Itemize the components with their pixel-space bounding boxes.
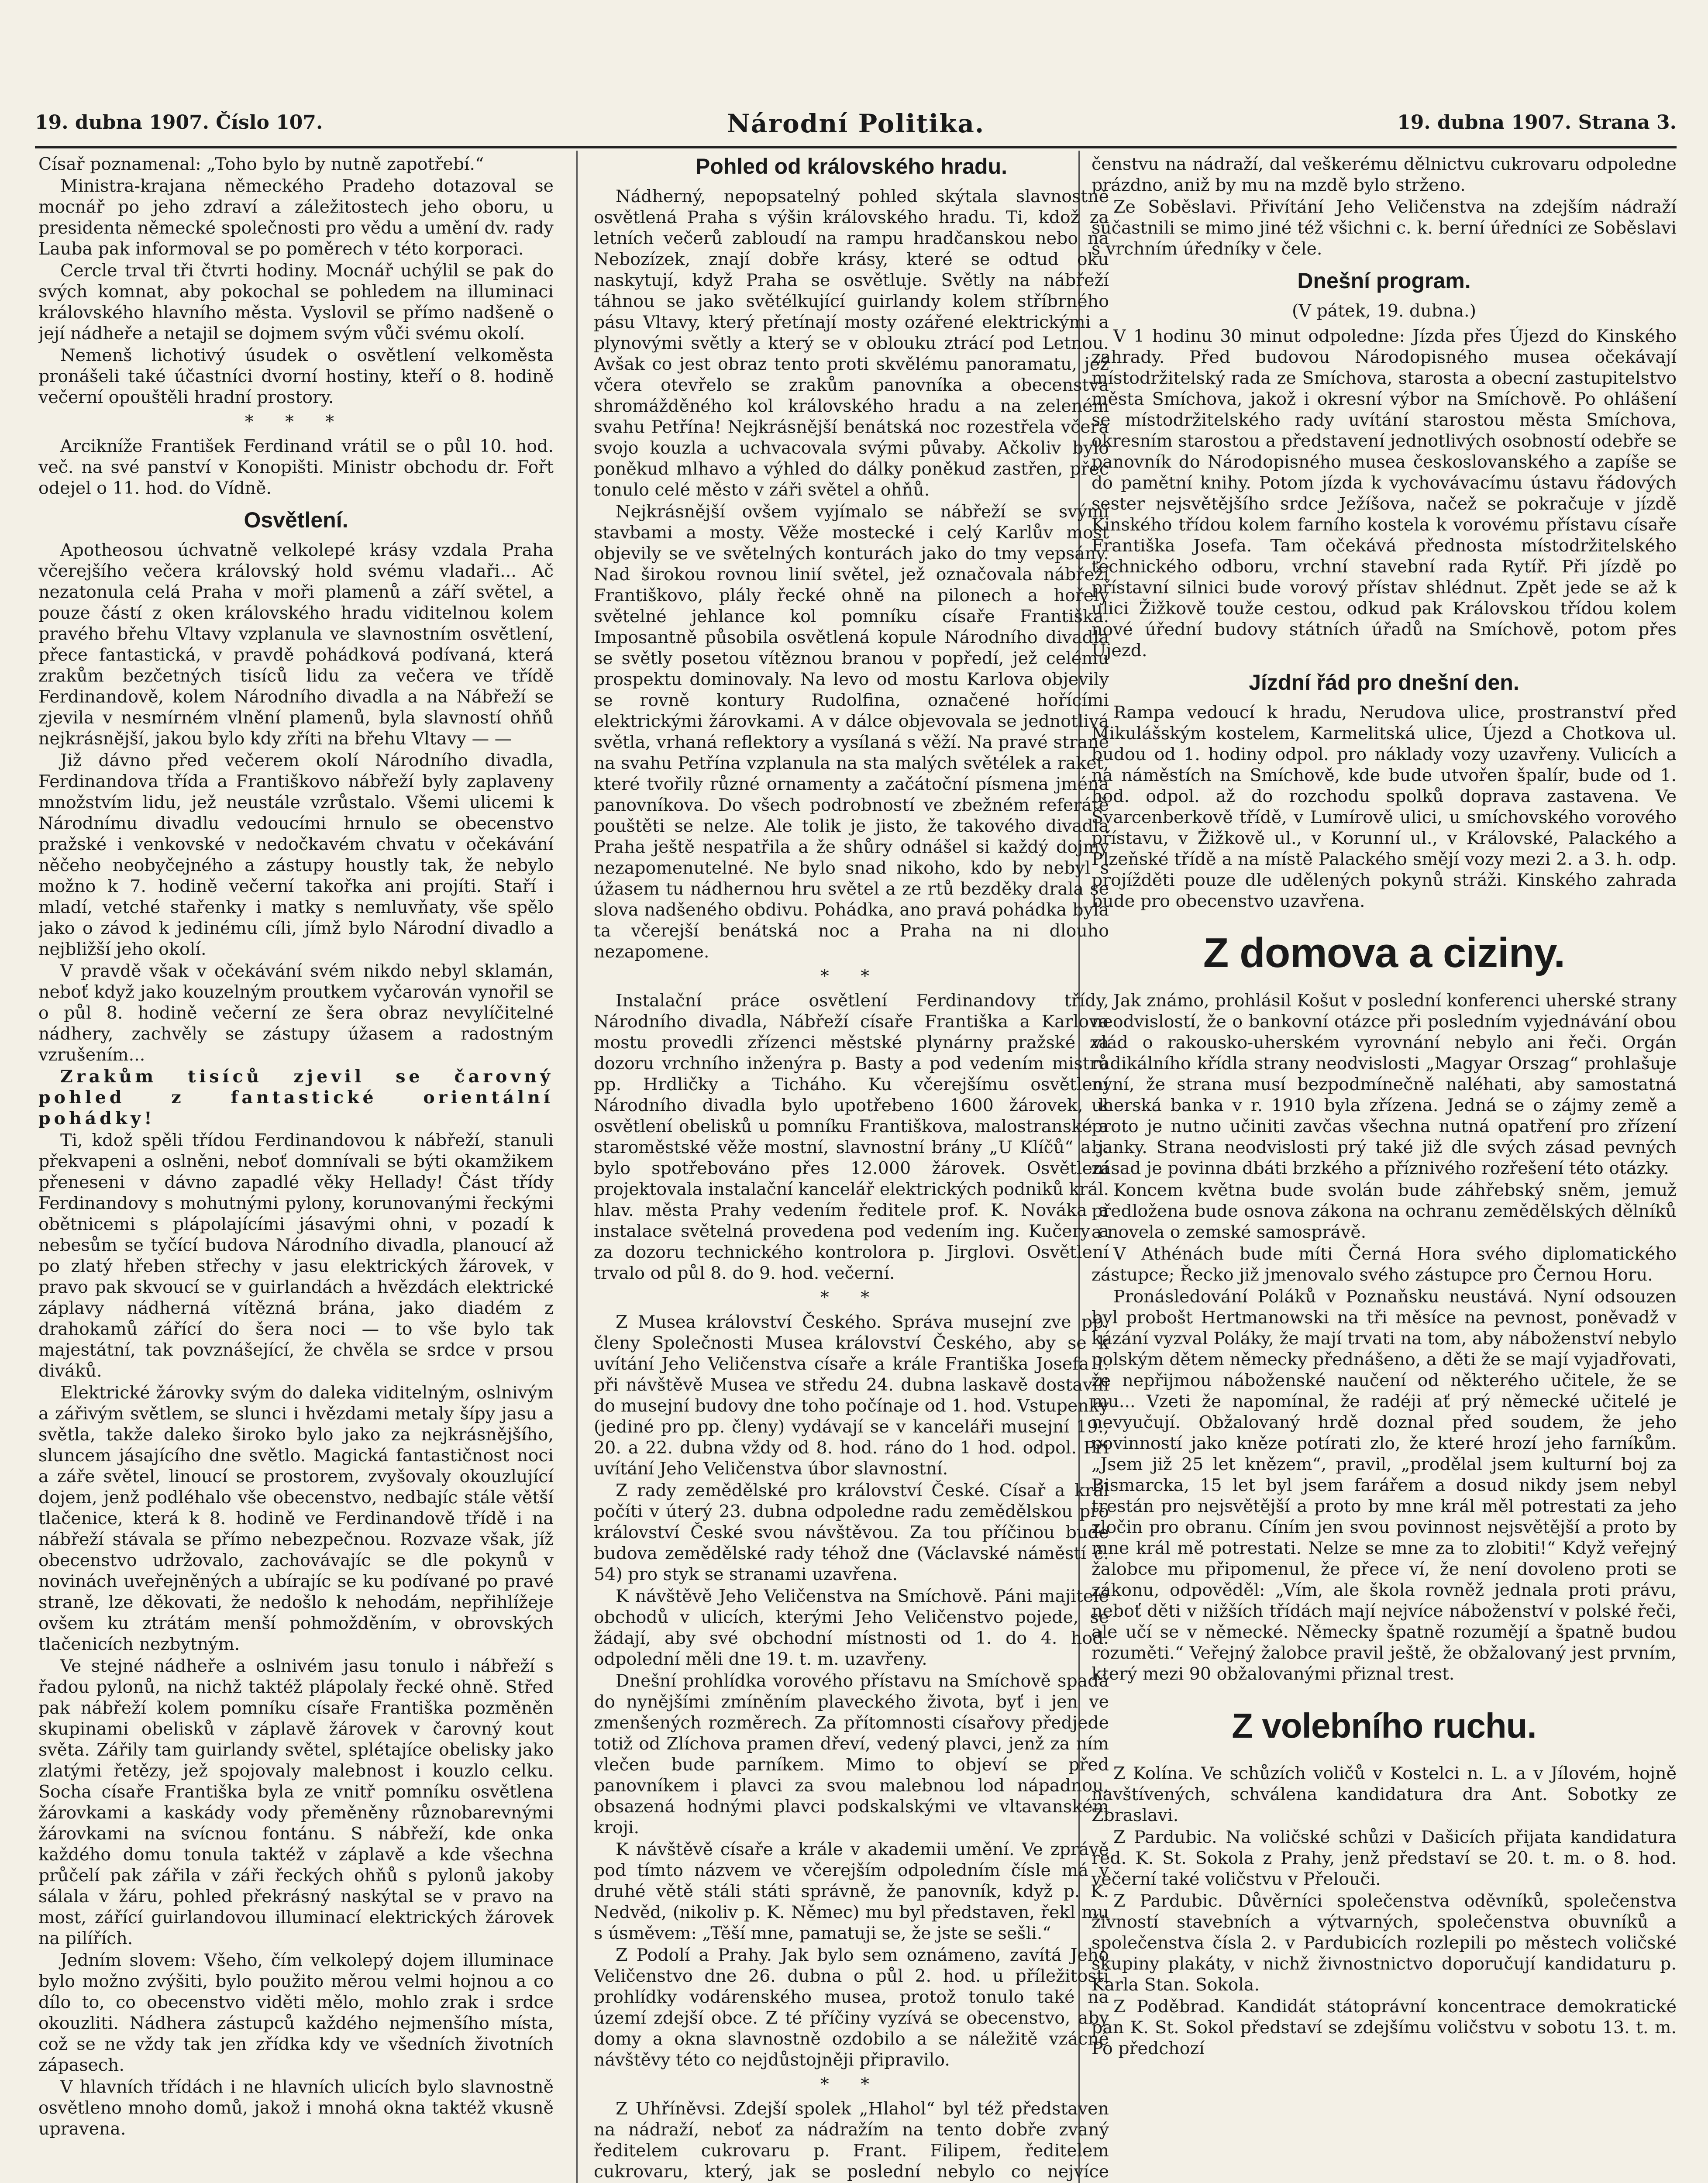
column-divider-1 [576,151,578,2183]
paragraph: Již dávno před večerem okolí Národního divadla, Ferdinandova třída a Františkovo nábřeží byly zaplaveny množstvím lidu, jež neustále vzrůstalo. Všemi ulicemi k Národnímu divadlu vedoucími hrnulo se obecenstvo pražské i venkovské v nedočkavém chvatu v očekávání něčeho neobyčejného a zástupy houstly tak, že nebylo možno k 7. hodině večerní takořka ani projíti. Staří i mladí, vetché stařenky i matky s nemluvňaty, vše spělo jako o závod k jedinému cíli, jímž bylo Národní divadlo a nejbližší jeho okolí. [38,751,554,959]
paragraph: V 1 hodinu 30 minut odpoledne: Jízda přes Újezd do Kinského zahrady. Před budovou Národopisného musea očekávají místodržitelský rada ze Smíchova, starosta a obecní zastupitelstvo města Smíchova, jakož i okresní výbor na Smíchově. Po ohlášení se místodržitelského rady uvítání starostou města Smíchova, okresním starostou a představení jednotlivých osobností odebře se panovník do Národopisného musea českoslovanského a zapíše se do pamětní knihy. Potom jízda k vychovávacímu ústavu řádových sester nejsvětějšího srdce Ježíšova, načež se pokračuje v jízdě Kinského třídou kolem farního kostela k vorovému přístavu císaře Františka Josefa. Tam očekává přednosta místodržitelského technického odboru, vrchní stavební rada Rytíř. Při jízdě po přístavní silnici bude vorový přístav shlédnut. Zpět jede se až k ulici Žižkově touže cestou, odkud pak Královskou třídou kolem nové úřední budovy státních úřadů na Smíchově, potom přes Újezd. [1092,326,1677,661]
section-heading-volebni: Z volebního ruchu. [1232,1706,1536,1745]
paragraph: Cercle trval tři čtvrti hodiny. Mocnář uchýlil se pak do svých komnat, aby pokochal se pohledem na illuminaci královského hlavního města. Vyslovil se přímo nadšeně o její nádheře a netajil se dojmem svým vůči svému okolí. [38,261,554,344]
paragraph: Ministra-krajana německého Pradeho dotazoval se mocnář po jeho zdraví a záležitostech jeho oboru, u presidenta německé společnosti pro vědu a umění dv. rady Lauba pak informoval se po poměrech v této korporaci. [38,176,554,259]
paragraph: Z Uhříněvsi. Zdejší spolek „Hlahol“ byl též představen na nádraží, neboť za nádražím na tento dobře zvaný ředitelem cukrovaru p. Frant. Filipem, ředitelem cukrovaru, který, jak se poslední nebylo co nejvíce [594,2099,1109,2182]
paragraph: Arcikníže František Ferdinand vrátil se o půl 10. hod. več. na své panství v Konopišti. Ministr obchodu dr. Fořt odejel o 11. hod. do Vídně. [38,436,554,498]
paragraph: Jak známo, prohlásil Košut v poslední konferenci uherské strany neodvislostí, že o bankovní otázce při posledním vyjednávání obou vlád o rakousko-uherském vyrovnání nebylo ani řeči. Orgán radikálního křídla strany neodvislosti „Magyar Orszag“ prohlašuje nyní, že strana musí bezpodmínečně naléhati, aby samostatná uherská banka v r. 1910 byla zřízena. Jedná se o zájmy země a proto je nutno učiniti zavčas všechna nutná opatření pro zřízení banky. Strana neodvislosti prý také již dle svých zásad pevných zásad je povinna dbáti brzkého a příznivého rozřešení této otázky. [1092,991,1677,1178]
paragraph: Z Musea království Českého. Správa musejní zve pp. členy Společnosti Musea království Českého, aby se k uvítání Jeho Veličenstva císaře a krále Františka Josefa I. při návštěvě Musea ve středu 24. dubna laskavě dostavili do musejní budovy dne toho počínaje od 1. hod. Vstupenky (jediné pro pp. členy) vydávají se v kanceláři musejní 19., 20. a 22. dubna vždy od 8. hod. ráno do 1 hod. odpol. Při uvítání Jeho Veličenstva úbor slavnostní. [594,1312,1109,1479]
header-date-right: 19. dubna 1907. Strana 3. [1397,111,1677,134]
header-rule [35,146,1677,148]
paragraph: čenstvu na nádraží, dal veškerému dělnictvu cukrovaru odpoledne prázdno, aniž by mu na mzdě bylo strženo. [1092,154,1677,195]
paragraph: Elektrické žárovky svým do daleka viditelným, oslnivým a zářivým světlem, se slunci i hvězdami metaly šípy jasu a světla, takže daleko široko bylo jako za nejkrásnějšího, sluncem jásajícího dne světlo. Magická fantastičnost noci a záře světel, linoucí se prostorem, zvyšovaly okouzlující dojem, jenž podléhalo vše obecenstvo, nedbajíc stále větší tlačenice, která k 8. hodině ve Ferdinandově třídě i na nábřeží stávala se přímo nebezpečnou. Rozvaze však, jíž obecenstvo udržovalo, zachovávajíc se dle pokynů v novinách uveřejněných a ubírajíc se ku podívané po pravé straně, lze děkovati, že nedošlo k nehodám, nepřihlížeje ovšem ku ztrátám menší pohmožděním, v obrovských tlačenicích nezbytným. [38,1383,554,1654]
separator-stars: * * [820,2074,883,2094]
paragraph: V pravdě však v očekávání svém nikdo nebyl sklamán, neboť když jako kouzelným proutkem vyčarován vynořil se o půl 8. hodině večerní ze šera obraz nevylíčitelné nádhery, zachvěly se zástupy úžasem a radostným vzrušením... [38,961,554,1065]
paragraph: Nemenš lichotivý úsudek o osvětlení velkoměsta pronášeli také účastníci dvorní hostiny, kteří o 8. hodině večerní opouštěli hradní prostory. [38,345,554,407]
paragraph: K návštěvě císaře a krále v akademii umění. Ve zprávě pod tímto názvem ve včerejším odpoledním čísle má v druhé větě stáli státi správně, že panovník, když p. K. Nedvěd, (nikoliv p. K. Němec) mu byl představen, řekl mu s úsměvem: „Těší mne, pamatuji se, že jste se sešli.“ [594,1839,1109,1943]
paragraph: Ti, kdož spěli třídou Ferdinandovou k nábřeží, stanuli překvapeni a oslněni, neboť domnívali se býti okamžikem přeneseni v dávno zapadlé věky Hellady! Část třídy Ferdinandovy s mohutnými pylony, korunovanými řeckými obětnicemi s plápolajícími jásavými ohni, v pozadí k nebesům se tyčící budova Národního divadla, planoucí až po zlatý hřeben střechy v jasu elektrických žárovek, v pravo pak skvoucí se v guirlandách a hvězdách elektrické záplavy nádherná vítězná brána, jako diadém z drahokamů zářící do šera noci — to vše bylo tak majestátní, tak povznášející, že chvěla se srdce v prsou diváků. [38,1130,554,1381]
paragraph: Nejkrásnější ovšem vyjímalo se nábřeží se svými stavbami a mosty. Věže mostecké i celý Karlův most objevily se ve světelných konturách jako do tmy vepsány. Nad širokou rovnou linií světel, jež označovala nábřeží Františkovo, plály řecké ohně na pilonech a hořely světelné jehlance kol pomníku císaře Františka. Imposantně působila osvětlená kopule Národního divadla se světly posetou vítěznou branou v popředí, jež celému prospektu dominovaly. Na levo od mostu Karlova objevily se rovně kontury Rudolfina, označené hořícími elektrickými žárovkami. A v dálce objevovala se jednotlivá světla, vrhaná reflektory a vysílaná s věží. Na pravé straně na svahu Petřína vzplanula na sta malých světélek a raket, které tvořily různé ornamenty a začátoční písmena jména panovníkova. Do všech podrobností ve zbežném referátě pouštěti se nelze. Ale tolik je jisto, že takového divadla Praha ještě nespatřila a že shůry odnášel si každý dojmy nezapomenutelné. Ne bylo snad nikoho, kdo by nebyl s úžasem tu nádhernou hru světel a ze rtů bezděky drala se slova nadšeného obdivu. Pohádka, ano pravá pohádka byla ta včerejší benátská noc a Praha na ni dlouho nezapomene. [594,502,1109,962]
paragraph: Dnešní prohlídka vorového přístavu na Smíchově spadá do nynějšími zmíněním plaveckého života, byť i jen ve zmenšených rozměrech. Za přítomnosti císařovy předjede totiž od Zlíchova pramen dřeví, vedený plavci, jenž za ním vlečen bude parníkem. Mimo to objeví se před panovníkem i plavci za svou malebnou lod nápadnou, obsazená hodnými plavci podskalskými ve vltavanském kroji. [594,1671,1109,1838]
masthead-title: Národní Politika. [727,109,985,138]
section-heading-jizdni-rad: Jízdní řád pro dnešní den. [1249,670,1519,695]
paragraph: Z Kolína. Ve schůzích voličů v Kostelci n. L. a v Jílovém, hojně navštívených, schválena kandidatura dra Ant. Sobotky ze Zbraslavi. [1092,1763,1677,1825]
column-1 [38,154,554,2183]
paragraph: V Athénách bude míti Černá Hora svého diplomatického zástupce; Řecko již jmenovalo svého zástupce pro Černou Horu. [1092,1244,1677,1285]
separator-stars: * * [820,966,883,986]
paragraph: V hlavních třídách i ne hlavních ulicích bylo slavnostně osvětleno mnoho domů, jakož i mnohá okna taktéž vkusně upravena. [38,2077,554,2139]
paragraph-spaced: Zrakům tisíců zjevil se čarovný pohled z fantastické orientální pohádky! [38,1067,554,1129]
paragraph: Z Poděbrad. Kandidát státoprávní koncentrace demokratické pan K. St. Sokol představí se zdejšímu voličstvu v sobotu 13. t. m. Po předchozí [1092,1997,1677,2059]
paragraph: Ve stejné nádheře a oslnivém jasu tonulo i nábřeží s řadou pylonů, na nichž taktéž plápolaly řecké ohně. Střed pak nábřeží kolem pomníku císaře Františka pozměněn skupinami obelisků v záplavě žárovek v čarovný kout světa. Zářily tam guirlandy světel, splétajíce obelisky jako zlatými řetězy, jež spojovaly malebnost i kouzlo celku. Socha císaře Františka byla ze vnitř pomníku osvětlena žárovkami a kaskády vody přeměněny různobarevnými žárovkami na svícnou fontánu. S nábřeží, kde onka každého domu tonula taktéž v záplavě a kde všechna průčelí pak zářila v záři řeckých ohňů s pylonů jakoby sálala v žáru, pohled překrásný naskýtal se v pravo na most, zářící guirlandovou illuminací elektrických žárovek na pilířích. [38,1656,554,1949]
paragraph: Jedním slovem: Všeho, čím velkolepý dojem illuminace bylo možno zvýšiti, bylo použito měrou velmi hojnou a co dílo to, co obecenstvo viděti mělo, mohlo zrak i srdce okouzliti. Nádhera zástupců každého nejmenšího místa, což se ne vždy tak jen zřídka kdy ve všedních životních zápasech. [38,1950,554,2075]
page-header [35,111,1677,142]
header-date-left: 19. dubna 1907. Číslo 107. [35,111,323,134]
paragraph: Pronásledování Poláků v Poznaňsku neustává. Nyní odsouzen byl probošt Hertmanowski na tři měsíce na pevnost, poněvadž v kázání vyzval Poláky, že mají trvati na tom, aby náboženství nebylo polským dětem německy přednášeno, a děti že se mají vyjadřovati, že nepřijmou náboženské naučení od některého učitele, že se mu... Vzeti že napomínal, že radéji ať prý německé učitelé je nevyučují. Obžalovaný hrdě doznal před soudem, že jeho povinností jako kněze potírati zlo, že které hrozí jeho farníkům. „Jsem již 25 let knězem“, pravil, „prodělal jsem kulturní boj za Bismarcka, 15 let byl jsem farářem a dosud nikdy jsem nebyl trestán pro nejsvětější a proto by mne král měl potrestati za jeho zločin pro obranu. Cíním jen svou povinnost nejsvětější a proto by mne král mě potrestati. Nelze se mne za to zlobiti!“ Když veřejný žalobce mu připomenul, že přece ví, že není dovoleno proti se zákonu, odpověděl: „Vím, ale škola rovněž jednala proti právu, neboť děti v nižších třídách mají nejvíce náboženství v polské řeči, ale učí se v německé. Německy špatně rozumějí a špatně budou rozuměti.“ Veřejný žalobce pravil ještě, že obžalovaný jest prvním, který mezi 90 obžalovanými přiznal trest. [1092,1287,1677,1684]
paragraph: Z Pardubic. Důvěrníci společenstva oděvníků, společenstva živností stavebních a výtvarných, společenstva obuvníků a společenstva čísla 2. v Pardubicích rozlepili po městech voličské skupiny plakáty, v nichž živnostnictvo doporučují kandidaturu p. Karla Stan. Sokola. [1092,1891,1677,1995]
column-3 [1092,154,1677,2183]
paragraph: Z Pardubic. Na voličské schůzi v Dašicích přijata kandidatura red. K. St. Sokola z Prahy, jenž představí se 20. t. m. o 8. hod. večerní také voličstvu v Přelouči. [1092,1827,1677,1889]
paragraph: Z Podolí a Prahy. Jak bylo sem oznámeno, zavítá Jeho Veličenstvo dne 26. dubna o půl 2. hod. u příležitosti prohlídky vodárenského musea, protož tonulo také na území zdejší obce. Z té příčiny vyzívá se obecenstvo, aby domy a okna slavnostně ozdobilo a se náležitě vzácné návštěvy této co nejdůstojněji připravilo. [594,1945,1109,2070]
column-2 [594,154,1109,2183]
section-heading-domova: Z domova a ciziny. [1203,930,1565,976]
separator-stars: * * * [244,412,348,432]
paragraph: Z rady zemědělské pro království České. Císař a král počíti v úterý 23. dubna odpoledne radu zemědělskou pro království České svou návštěvou. Za tou příčinou bude budova zemědělské rady téhož dne (Václavské náměstí č. 54) pro styk se stranami uzavřena. [594,1481,1109,1584]
paragraph: Nádherný, nepopsatelný pohled skýtala slavnostně osvětlená Praha s výšin královského hradu. Ti, kdož za letních večerů zabloudí na rampu hradčanskou nebo na Nebozízek, znají dobře krásy, které se odtud oku naskytují, když Praha se osvětluje. Světly na nábřeží táhnou se jako světélkující guirlandy kolem stříbrného pásu Vltavy, který přetínají mosty ozářené elektrickými a plynovými světly a který se v oblouku ztrácí pod Letnou. Avšak co jest obraz tento proti skvělému panoramatu, jež včera otevřelo se zrakům panovníka a obecenstva shromážděného kol královského hradu a na zeleném svahu Petřína! Nejkrásnější benátská noc rozestřela včera svojo kouzla a uchvacovala svými půvaby. Ačkoliv bylo poněkud mlhavo a výhled do dálky poněkud zastřen, přec tonulo celé město v záři světel a ohňů. [594,186,1109,500]
paragraph: Rampa vedoucí k hradu, Nerudova ulice, prostranství před Mikulášským kostelem, Karmelitská ulice, Újezd a Chotkova ul. budou od 1. hodiny odpol. pro náklady vozy uzavřeny. Vulicích a na náměstích na Smíchově, kde bude utvořen špalír, bude od 1. hod. odpol. až do rozchodu spolků doprava zastavena. Ve Švarcenberkově třídě, v Lumírově ulici, u smíchovského vorového přístavu, v Žižkově ul., v Korunní ul., v Královské, Palackého a Plzeňské třídě a na místě Palackého smějí vozy mezi 2. a 3. h. odp. projížděti pouze dle udělených pokynů stráži. Kinského zahrada bude pro obecenstvo uzavřena. [1092,702,1677,911]
paragraph: Apotheosou úchvatně velkolepé krásy vzdala Praha včerejšího večera královský hold svému vladaři... Ač nezatonula celá Praha v moři plamenů a září světel, a pouze částí z oken královského hradu viditelnou kolem pravého břehu Vltavy vzplanula ve slavnostním osvětlení, přece fantastická, v pravdě pohádková podívaná, která zrakům bezčetných tisíců lidu za večera ve třídě Ferdinandově, kolem Národního divadla a na Nábřeží se zjevila v nesmírném vlnění plamenů, byla slavností ohňů nejkrásnější, jakou bylo kdy zříti na břehu Vltavy — — [38,540,554,749]
separator-stars: * * [820,1288,883,1308]
program-subtitle: (V pátek, 19. dubna.) [1292,301,1476,321]
section-heading-pohled: Pohled od královského hradu. [695,154,1008,179]
paragraph: Koncem května bude svolán bude záhřebský sněm, jemuž předložena bude osnova zákona na ochranu zemědělských dělníků a novela o zemské samosprávě. [1092,1180,1677,1242]
section-heading-program: Dnešní program. [1297,269,1471,293]
paragraph: Císař poznamenal: „Toho bylo by nutně zapotřebí.“ [38,154,484,174]
paragraph: Instalační práce osvětlení Ferdinandovy třídy, Národního divadla, Nábřeží císaře Františka a Karlova mostu provedli zřízenci městské plynárny pražské za dozoru vrchního inženýra p. Basty a pod vedením mistrů pp. Hrdličky a Ticháho. Ku včerejšímu osvětlení Národního divadla bylo upotřebeno 1600 žárovek, k osvětlení obelisků u pomníku Františkova, malostranské a staroměstské věže mostní, slavnostní brány „U Klíčů“ a j. bylo spotřebováno přes 12.000 žárovek. Osvětlení projektovala instalační kancelář elektrických podniků král. hlav. města Prahy vedením ředitele prof. K. Nováka a instalace světelná provedena pod vedením ing. Kučery a za dozoru technického kontrolora p. Jirglovi. Osvětlení trvalo od půl 8. do 9. hod. večerní. [594,991,1109,1283]
paragraph: Ze Soběslavi. Přivítání Jeho Veličenstva na zdejším nádraží súčastnili se mimo jiné též všichni c. k. berní úředníci ze Soběslavi s vrchním úředníky v čele. [1092,197,1677,259]
section-heading-osvetleni: Osvětlení. [244,508,348,532]
paragraph: K návštěvě Jeho Veličenstva na Smíchově. Páni majitelé obchodů v ulicích, kterými Jeho Veličenstvo pojede, se žádají, aby své obchodní místnosti od 1. do 4. hod. odpolední měli dne 19. t. m. uzavřeny. [594,1586,1109,1669]
